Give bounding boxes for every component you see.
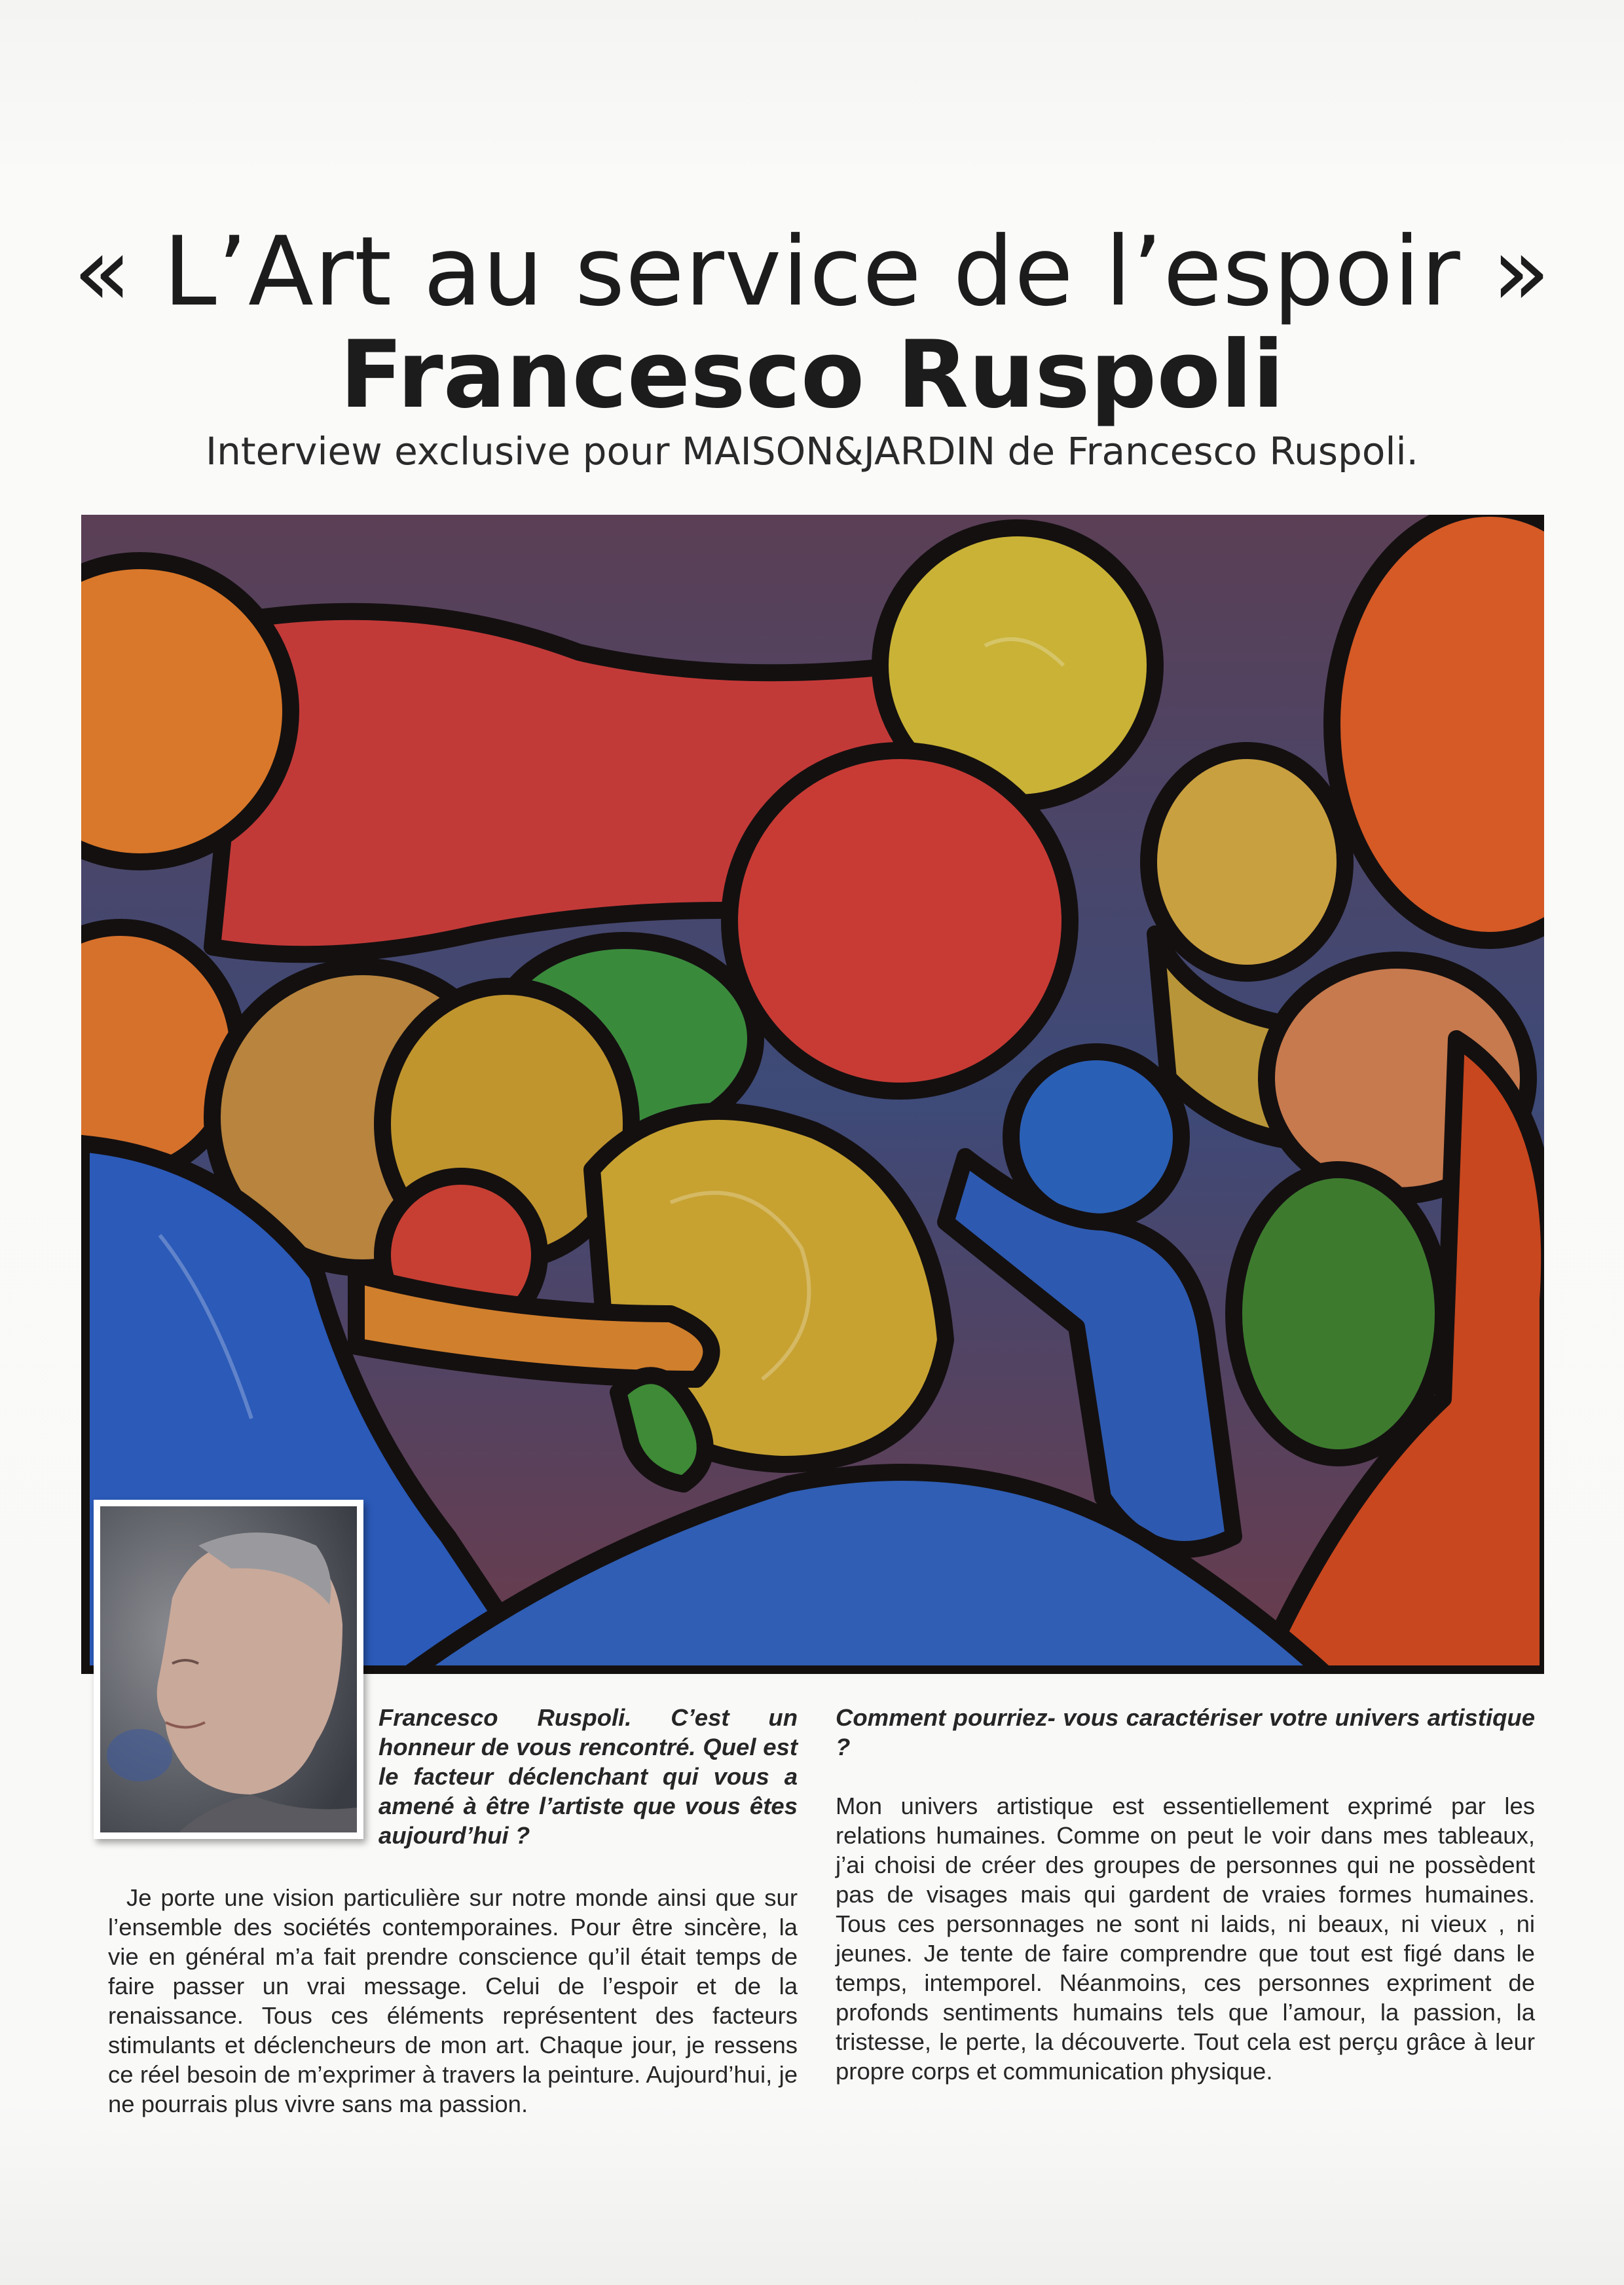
article-subtitle: Interview exclusive pour MAISON&JARDIN de Francesco Ruspoli. <box>205 429 1418 474</box>
artist-name-heading: Francesco Ruspoli <box>339 321 1285 429</box>
question-2: Comment pourriez- vous caractériser votre univers artistique ? <box>836 1704 1535 1760</box>
answer-2: Mon univers artistique est essentiellement exprimé par les relations humaines. Comme on peut le voir dans mes tableaux, j’ai choisi de créer des groupes de personnes qui ne possèdent pas de visages mais qui gardent de vraies formes humaines. Tous ces personnages ne sont ni laids, ni beaux, ni vieux , ni jeunes. Je tente de faire comprendre que tout est figé dans le temps, intemporel. Néanmoins, ces personnes expriment de profonds sentiments humains tels que l’amour, la passion, la tristesse, le perte, la découverte. Tout cela est perçu grâce à leur propre corps et communication physique. <box>836 1793 1535 2085</box>
artist-portrait-photo <box>94 1500 363 1839</box>
answer-1: Je porte une vision particulière sur notre monde ainsi que sur l’ensemble des sociétés contemporaines. Pour être sincère, la vie en général m’a fait prendre conscience qu’il était temps de faire passer un vrai message. Celui de l’espoir et de la renaissance. Tous ces éléments représentent des facteurs stimulants et déclencheurs de mon art. Chaque jour, je ressens ce réel besoin de m’exprimer à travers la peinture. Aujourd’hui, je ne pourrais plus vivre sans ma passion. <box>108 1884 798 2117</box>
article-title: « L’Art au service de l’espoir » <box>73 216 1551 327</box>
question-1: Francesco Ruspoli. C’est un honneur de vous rencontré. Quel est le facteur déclenchant qui vous a amené à être l’artiste que vous êtes aujourd’hui ? <box>378 1704 798 1849</box>
